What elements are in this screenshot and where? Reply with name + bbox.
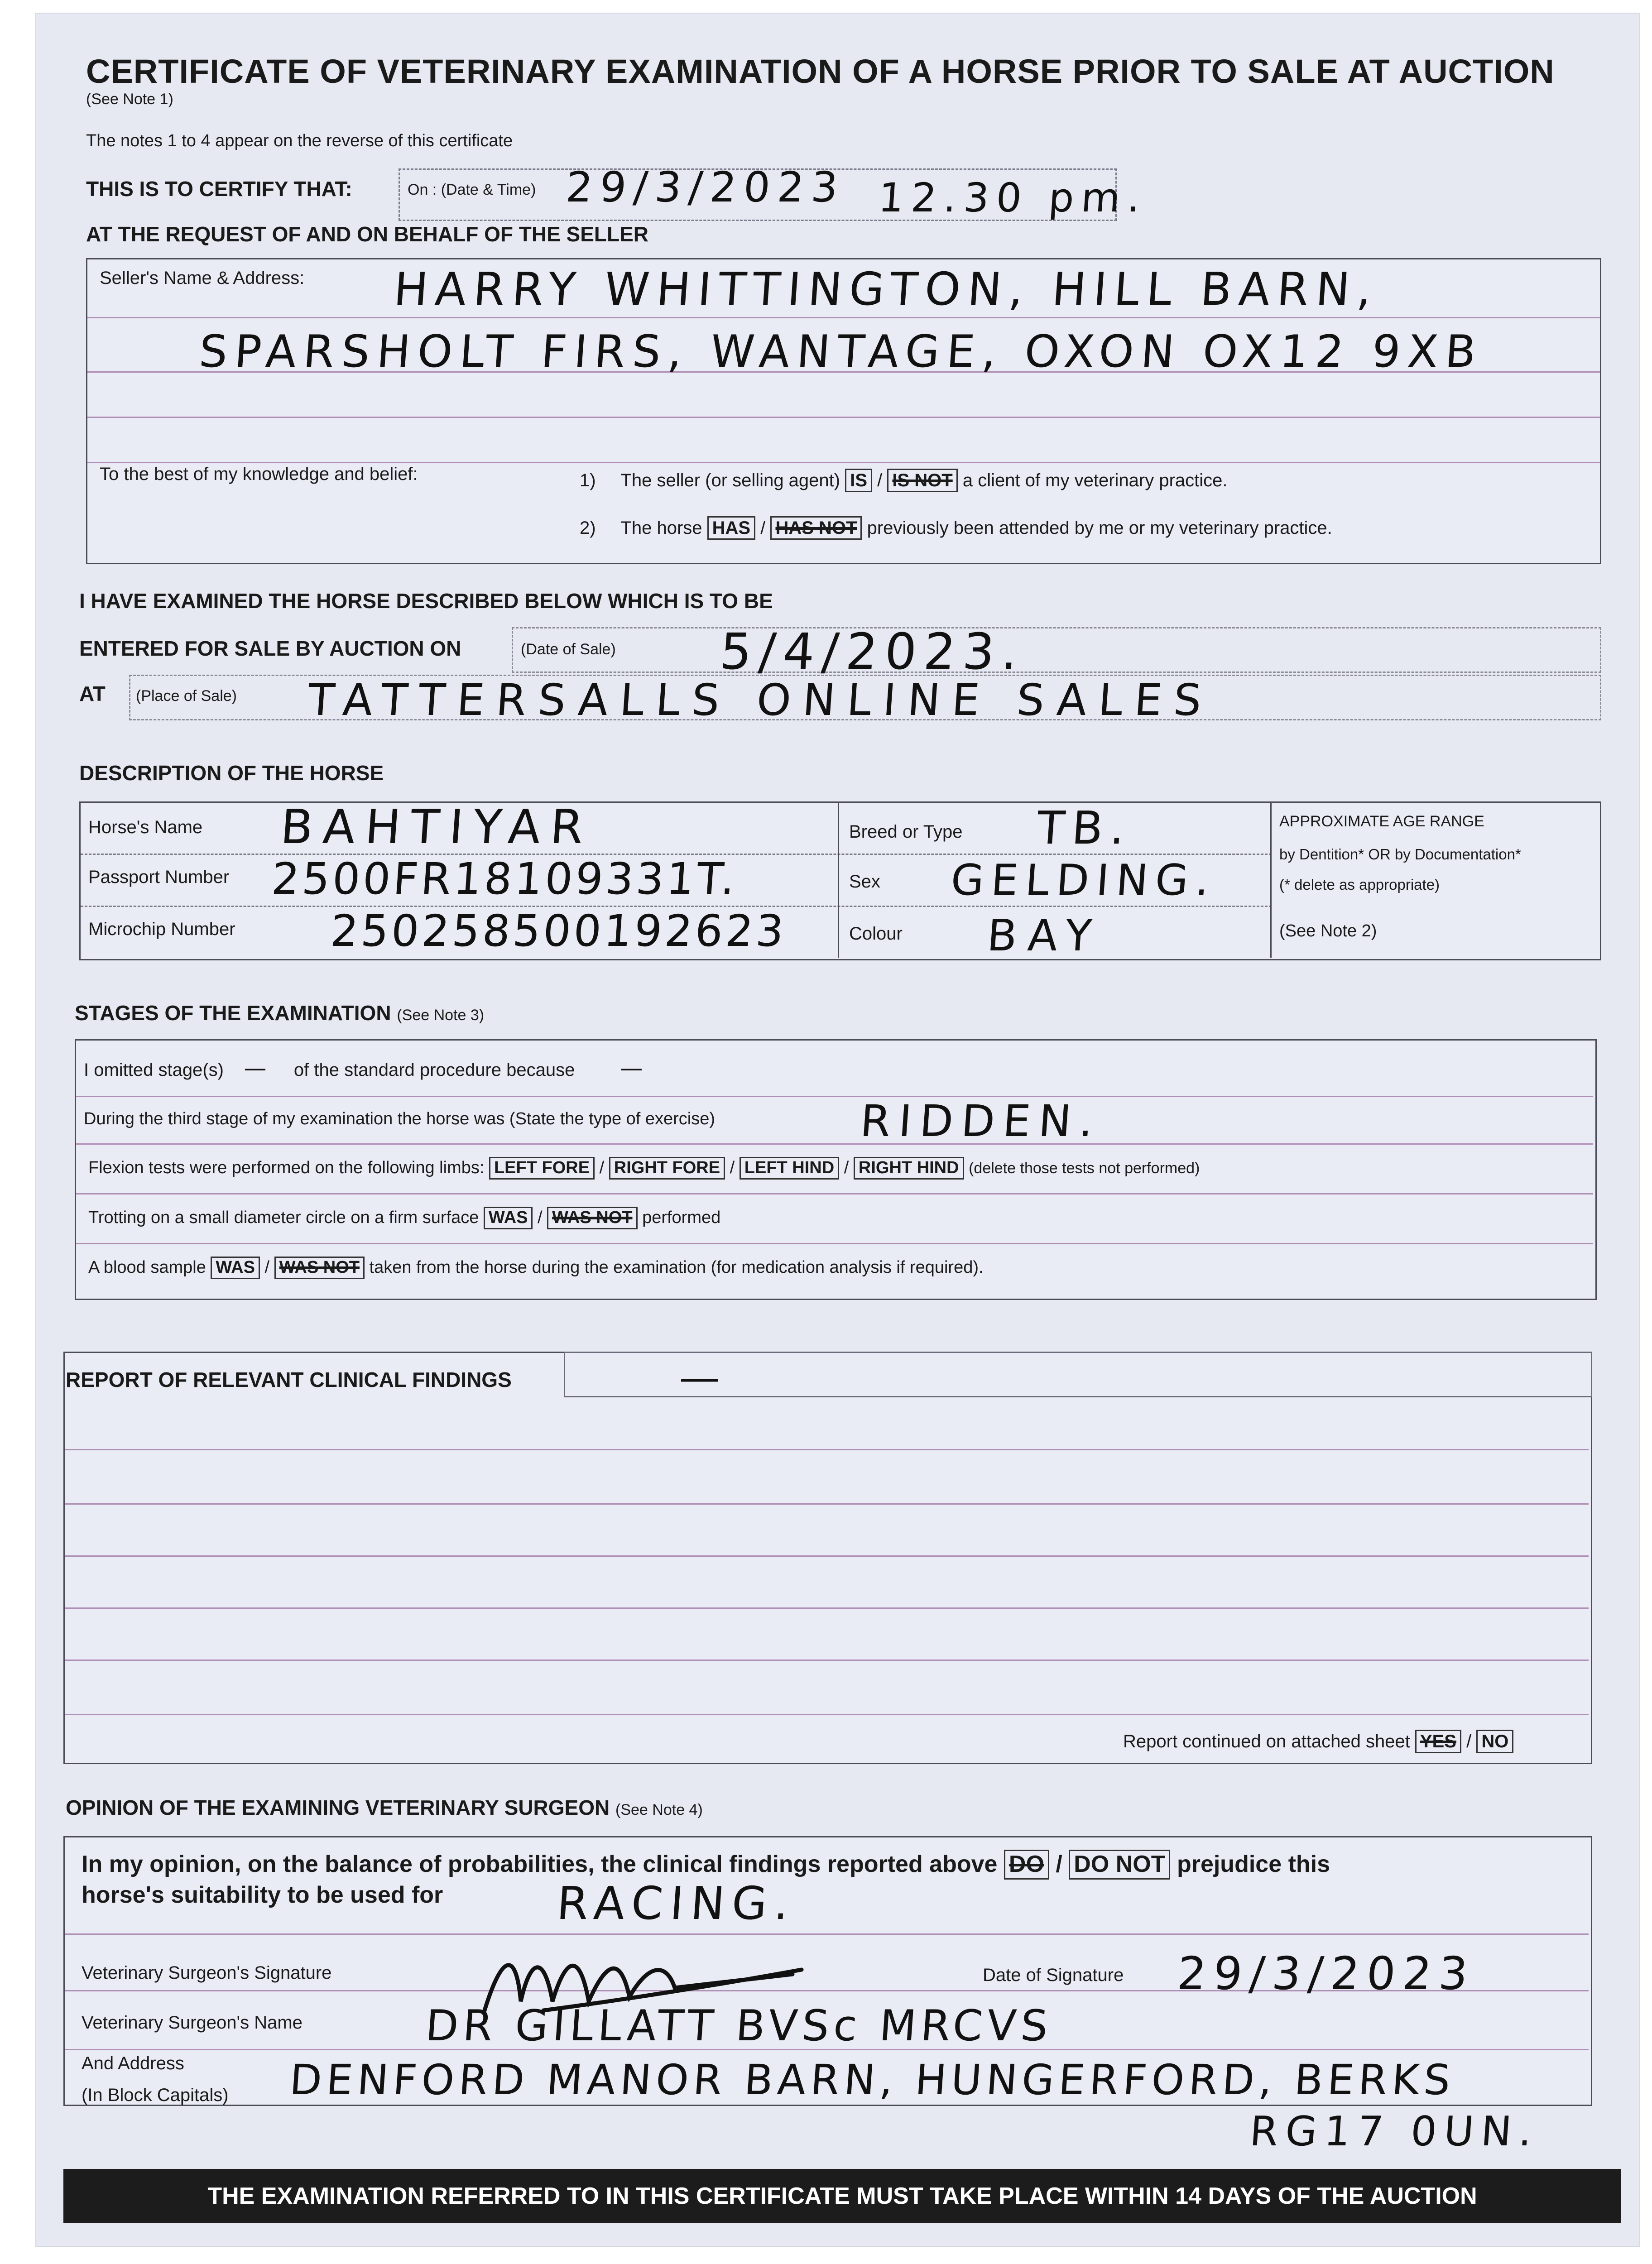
report-continued-line: Report continued on attached sheet YES / NO	[1123, 1730, 1513, 1753]
surgeon-name: DR GILLATT BVSc MRCVS	[424, 2001, 1054, 2051]
option-has[interactable]: HAS	[707, 516, 755, 540]
age-range-see-note: (See Note 2)	[1279, 921, 1377, 940]
colour-value: BAY	[985, 910, 1105, 961]
report-box	[63, 1352, 1592, 1764]
address-block-capitals-label: (In Block Capitals)	[82, 2085, 229, 2105]
knowledge-label: To the best of my knowledge and belief:	[100, 464, 418, 484]
date-of-sale-label: (Date of Sale)	[521, 641, 616, 658]
sex-label: Sex	[849, 872, 880, 892]
signature-date-label: Date of Signature	[983, 1965, 1124, 1985]
knowledge-item-2: 2) The horse HAS / HAS NOT previously been attended by me or my veterinary practice.	[580, 516, 1332, 540]
opinion-do-not[interactable]: DO NOT	[1069, 1850, 1170, 1880]
date-of-sale-field[interactable]	[512, 627, 1601, 673]
third-stage-value: RIDDEN.	[859, 1096, 1103, 1146]
on-time: 12.30 pm.	[877, 174, 1149, 221]
flexion-left-hind[interactable]: LEFT HIND	[740, 1157, 839, 1180]
certificate-title: CERTIFICATE OF VETERINARY EXAMINATION OF A HORSE PRIOR TO SALE AT AUCTION	[86, 53, 1555, 90]
place-of-sale: TATTERSALLS ONLINE SALES	[306, 675, 1215, 725]
stages-heading: STAGES OF THE EXAMINATION (See Note 3)	[75, 1001, 485, 1025]
opinion-text-line-1: In my opinion, on the balance of probabilities, the clinical findings reported above DO / DO NOT prejudice this	[82, 1850, 1330, 1880]
report-heading: REPORT OF RELEVANT CLINICAL FINDINGS	[66, 1368, 512, 1391]
place-of-sale-label: (Place of Sale)	[136, 687, 237, 705]
seller-line-1: HARRY WHITTINGTON, HILL BARN,	[392, 263, 1381, 316]
continued-no[interactable]: NO	[1476, 1730, 1513, 1753]
third-stage-label: During the third stage of my examination the horse was (State the type of exercise)	[84, 1109, 716, 1128]
examined-line: I HAVE EXAMINED THE HORSE DESCRIBED BELOW WHICH IS TO BE	[79, 589, 773, 613]
footer-text: THE EXAMINATION REFERRED TO IN THIS CERTIFICATE MUST TAKE PLACE WITHIN 14 DAYS OF THE AUCTION	[207, 2183, 1477, 2209]
address-label: And Address	[82, 2053, 184, 2073]
report-value: —	[677, 1354, 729, 1401]
notes-line: The notes 1 to 4 appear on the reverse of this certificate	[86, 131, 513, 150]
surgeon-address-line-2: RG17 0UN.	[1248, 2108, 1541, 2155]
option-is-not[interactable]: IS NOT	[887, 469, 957, 492]
description-heading: DESCRIPTION OF THE HORSE	[79, 761, 384, 785]
omitted-stages-value: —	[244, 1055, 274, 1081]
omitted-stages-line: I omitted stage(s) — of the standard procedure because —	[84, 1055, 650, 1081]
on-date: 29/3/2023	[564, 163, 847, 211]
date-of-sale: 5/4/2023.	[718, 623, 1027, 681]
flexion-tests-line: Flexion tests were performed on the following limbs: LEFT FORE / RIGHT FORE / LEFT HIND / RIGHT HIND (delete those tests not performed)	[88, 1157, 1200, 1180]
microchip-number: 250258500192623	[329, 906, 788, 956]
trotting-was-not[interactable]: WAS NOT	[547, 1207, 637, 1229]
breed-label: Breed or Type	[849, 822, 963, 842]
opinion-text-line-2: horse's suitability to be used for	[82, 1882, 443, 1908]
trotting-was[interactable]: WAS	[484, 1207, 533, 1229]
blood-was[interactable]: WAS	[211, 1257, 260, 1279]
signature-label: Veterinary Surgeon's Signature	[82, 1963, 332, 1983]
certify-label: THIS IS TO CERTIFY THAT:	[86, 177, 352, 201]
sex-value: GELDING.	[949, 856, 1218, 905]
see-note-1: (See Note 1)	[86, 91, 173, 108]
opinion-heading: OPINION OF THE EXAMINING VETERINARY SURGEON (See Note 4)	[66, 1796, 703, 1819]
surgeon-name-label: Veterinary Surgeon's Name	[82, 2013, 303, 2033]
opinion-do[interactable]: DO	[1004, 1850, 1049, 1880]
microchip-label: Microchip Number	[88, 919, 235, 939]
passport-label: Passport Number	[88, 867, 230, 887]
surgeon-address-line-1: DENFORD MANOR BARN, HUNGERFORD, BERKS	[288, 2056, 1457, 2104]
signature-date: 29/3/2023	[1175, 1947, 1477, 2000]
blood-sample-line: A blood sample WAS / WAS NOT taken from the horse during the examination (for medication analysis if required).	[88, 1257, 984, 1279]
seller-line-2: SPARSHOLT FIRS, WANTAGE, OXON OX12 9XB	[197, 326, 1485, 378]
horse-name-label: Horse's Name	[88, 817, 203, 837]
trotting-line: Trotting on a small diameter circle on a firm surface WAS / WAS NOT performed	[88, 1207, 720, 1229]
option-is[interactable]: IS	[845, 469, 872, 492]
option-has-not[interactable]: HAS NOT	[770, 516, 862, 540]
flexion-right-fore[interactable]: RIGHT FORE	[609, 1157, 725, 1180]
passport-number: 2500FR18109331T.	[270, 854, 740, 904]
flexion-left-fore[interactable]: LEFT FORE	[489, 1157, 595, 1180]
entered-label: ENTERED FOR SALE BY AUCTION ON	[79, 637, 461, 660]
age-range-heading: APPROXIMATE AGE RANGE	[1279, 813, 1484, 830]
blood-was-not[interactable]: WAS NOT	[274, 1257, 365, 1279]
on-label: On : (Date & Time)	[408, 181, 536, 198]
opinion-use: RACING.	[555, 1877, 798, 1930]
request-line: AT THE REQUEST OF AND ON BEHALF OF THE SELLER	[86, 222, 648, 246]
colour-label: Colour	[849, 924, 903, 944]
age-range-delete-note: (* delete as appropriate)	[1279, 876, 1440, 893]
horse-name: BAHTIYAR	[279, 799, 595, 854]
seller-label: Seller's Name & Address:	[100, 268, 305, 288]
omitted-reason-value: —	[620, 1055, 650, 1081]
at-label: AT	[79, 682, 106, 705]
continued-yes[interactable]: YES	[1415, 1730, 1461, 1753]
knowledge-item-1: 1) The seller (or selling agent) IS / IS NOT a client of my veterinary practice.	[580, 469, 1228, 492]
age-range-method: by Dentition* OR by Documentation*	[1279, 846, 1521, 863]
flexion-right-hind[interactable]: RIGHT HIND	[854, 1157, 964, 1180]
breed-value: TB.	[1035, 801, 1134, 854]
